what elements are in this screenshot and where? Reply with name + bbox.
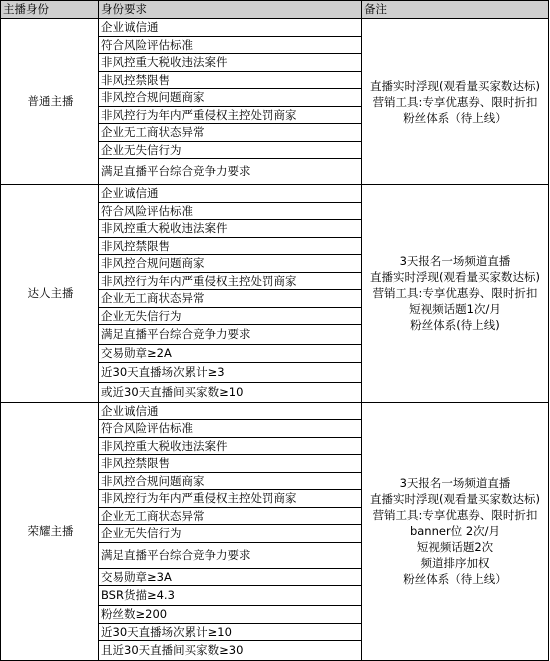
requirement-cell: 或近30天直播间买家数≥10: [99, 382, 362, 402]
note-line: 短视频话题2次: [416, 540, 494, 555]
table-row: [1, 185, 549, 203]
requirement-cell: 交易勋章≥3A: [99, 568, 362, 586]
table-body: [1, 19, 549, 661]
note-line: 粉丝体系(待上线): [410, 318, 500, 333]
requirement-cell: 且近30天直播间买家数≥30: [99, 641, 362, 661]
table-row: [1, 402, 549, 420]
note-line: 直播实时浮现(观看量买家数达标): [370, 270, 540, 285]
table-header-row: [1, 1, 549, 19]
header-notes: 备注: [362, 1, 549, 19]
requirement-cell: 非风控重大税收违法案件: [99, 437, 362, 455]
requirement-cell: 满足直播平台综合竞争力要求: [99, 542, 362, 568]
requirement-cell: 企业无工商状态异常: [99, 507, 362, 525]
requirement-cell: 非风控禁限售: [99, 237, 362, 255]
note-line: 3天报名一场频道直播: [399, 254, 511, 269]
note-line: 粉丝体系（待上线）: [403, 110, 507, 125]
requirement-cell: 非风控行为年内严重侵权主控处罚商家: [99, 272, 362, 290]
requirement-cell: 符合风险评估标准: [99, 420, 362, 438]
requirement-cell: 企业诚信通: [99, 19, 362, 37]
requirement-cell: 企业诚信通: [99, 185, 362, 203]
requirement-cell: 近30天直播场次累计≥3: [99, 362, 362, 382]
note-line: 营销工具:专享优惠券、限时折扣: [372, 94, 538, 109]
note-line: 短视频话题1次/月: [409, 302, 501, 317]
requirement-cell: 非风控合规问题商家: [99, 255, 362, 273]
note-line: 3天报名一场频道直播: [399, 476, 511, 491]
requirement-cell: 企业无失信行为: [99, 141, 362, 159]
requirement-cell: 满足直播平台综合竞争力要求: [99, 325, 362, 345]
requirement-cell: 企业诚信通: [99, 402, 362, 420]
requirement-cell: 近30天直播场次累计≥10: [99, 623, 362, 641]
requirement-cell: 非风控行为年内严重侵权主控处罚商家: [99, 106, 362, 124]
requirement-cell: 非风控禁限售: [99, 71, 362, 89]
header-requirements: 身份要求: [99, 1, 362, 19]
notes-cell: [362, 402, 549, 661]
note-line: 营销工具:专享优惠券、限时折扣: [372, 508, 538, 523]
note-line: 直播实时浮现(观看量买家数达标): [370, 492, 540, 507]
notes-cell: [362, 185, 549, 403]
requirement-cell: 企业无工商状态异常: [99, 124, 362, 142]
requirement-cell: 非风控重大税收违法案件: [99, 54, 362, 72]
note-line: 粉丝体系（待上线）: [403, 572, 507, 587]
role-cell: 荣耀主播: [1, 402, 99, 661]
requirement-cell: 企业无失信行为: [99, 307, 362, 325]
note-line: 频道排序加权: [420, 556, 490, 571]
role-cell: 普通主播: [1, 19, 99, 185]
requirement-cell: 非风控禁限售: [99, 455, 362, 473]
header-role: 主播身份: [1, 1, 99, 19]
requirement-cell: 符合风险评估标准: [99, 36, 362, 54]
requirement-cell: 满足直播平台综合竞争力要求: [99, 159, 362, 185]
note-line: 营销工具:专享优惠券、限时折扣: [372, 286, 538, 301]
role-cell: 达人主播: [1, 185, 99, 403]
note-line: banner位 2次/月: [409, 524, 501, 539]
notes-cell: [362, 19, 549, 185]
requirement-cell: 符合风险评估标准: [99, 202, 362, 220]
note-line: 直播实时浮现(观看量买家数达标): [370, 78, 540, 93]
requirement-cell: 企业无失信行为: [99, 525, 362, 543]
requirement-cell: 非风控合规问题商家: [99, 89, 362, 107]
requirement-cell: 交易勋章≥2A: [99, 345, 362, 363]
requirement-cell: 非风控合规问题商家: [99, 472, 362, 490]
requirement-cell: BSR货描≥4.3: [99, 586, 362, 606]
requirement-cell: 非风控重大税收违法案件: [99, 220, 362, 238]
requirement-cell: 粉丝数≥200: [99, 606, 362, 624]
requirement-cell: 非风控行为年内严重侵权主控处罚商家: [99, 490, 362, 508]
table-row: [1, 19, 549, 37]
requirement-cell: 企业无工商状态异常: [99, 290, 362, 308]
